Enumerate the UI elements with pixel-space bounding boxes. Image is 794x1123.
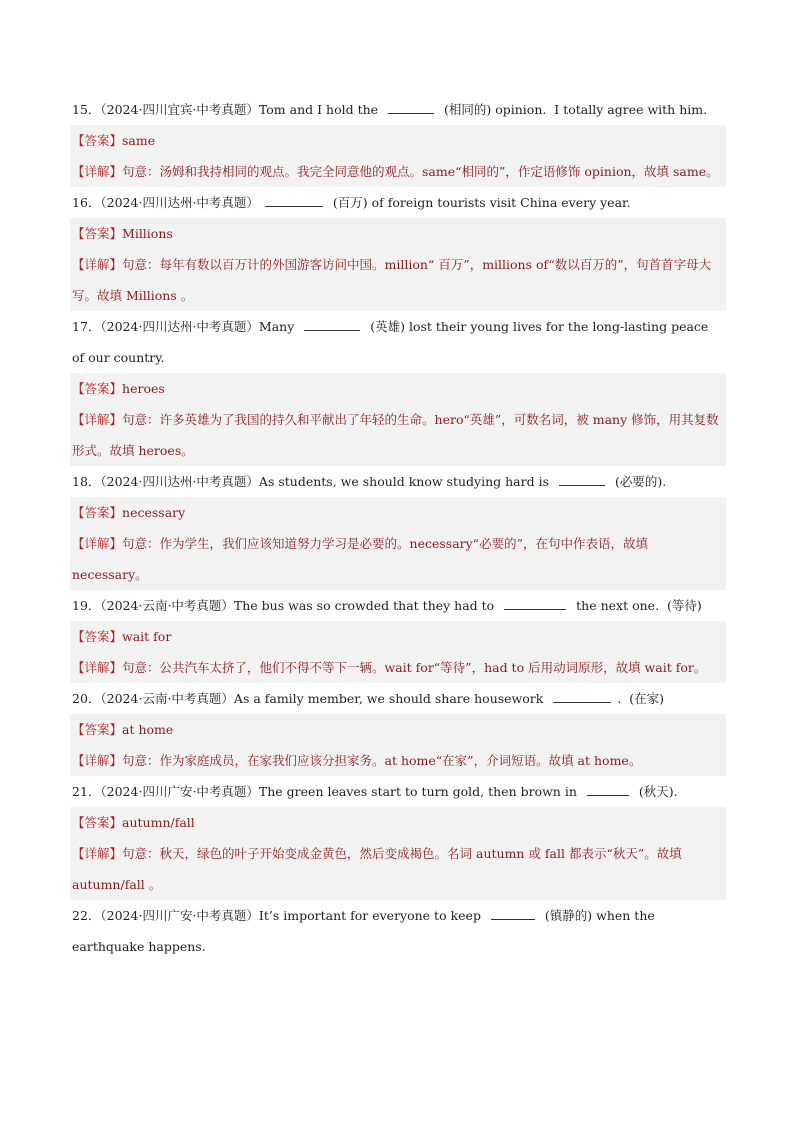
detail-tag: 【详解】 xyxy=(72,660,123,675)
document-page xyxy=(72,94,724,962)
question-18 xyxy=(72,466,724,497)
question-text: (百万) of foreign tourists visit China every year. xyxy=(328,195,631,210)
answer-text: heroes xyxy=(122,381,165,396)
answer-block-19 xyxy=(70,621,726,683)
answer-tag: 【答案】 xyxy=(72,722,123,737)
answer-block-16 xyxy=(70,218,726,311)
answer-tag: 【答案】 xyxy=(72,505,123,520)
answer-blank xyxy=(559,473,605,486)
question-text: 21．（2024·四川广安·中考真题）The green leaves start to turn gold, then brown in xyxy=(72,784,581,799)
detail-tag: 【详解】 xyxy=(72,536,123,551)
question-21 xyxy=(72,776,724,807)
detail-text: 句意：每年有数以百万计的外国游客访问中国。million“ 百万”，millions of“数以百万的”，句首首字母大写。故填 Millions 。 xyxy=(72,257,712,303)
answer-blank xyxy=(587,783,629,796)
question-text: 20．（2024·云南·中考真题）As a family member, we should share housework xyxy=(72,691,548,706)
question-text: the next one. (等待) xyxy=(572,598,702,613)
answer-text: at home xyxy=(122,722,174,737)
answer-block-17 xyxy=(70,373,726,466)
answer-text: Millions xyxy=(122,226,173,241)
detail-text: 句意：汤姆和我持相同的观点。我完全同意他的观点。same“相同的”，作定语修饰 opinion，故填 same。 xyxy=(122,164,719,179)
answer-block-18 xyxy=(70,497,726,590)
answer-blank xyxy=(265,194,323,207)
answer-blank xyxy=(304,318,360,331)
question-text: . (在家) xyxy=(617,691,664,706)
question-20 xyxy=(72,683,724,714)
question-15 xyxy=(72,94,724,125)
answer-block-21 xyxy=(70,807,726,900)
question-text: 19．（2024·云南·中考真题）The bus was so crowded that they had to xyxy=(72,598,499,613)
detail-text: 句意：作为家庭成员，在家我们应该分担家务。at home“在家”，介词短语。故填 at home。 xyxy=(122,753,642,768)
detail-tag: 【详解】 xyxy=(72,412,123,427)
answer-tag: 【答案】 xyxy=(72,226,123,241)
question-text: (镇静的) when the earthquake happens. xyxy=(72,908,659,954)
answer-tag: 【答案】 xyxy=(72,815,123,830)
answer-blank xyxy=(504,597,566,610)
answer-blank xyxy=(491,907,535,920)
detail-text: 句意：许多英雄为了我国的持久和平献出了年轻的生命。hero“英雄”，可数名词，被 many 修饰，用其复数形式。故填 heroes。 xyxy=(72,412,719,458)
detail-text: 句意：作为学生，我们应该知道努力学习是必要的。necessary“必要的”，在句中作表语，故填 necessary。 xyxy=(72,536,648,582)
detail-tag: 【详解】 xyxy=(72,164,123,179)
answer-block-15 xyxy=(70,125,726,187)
question-text: (必要的). xyxy=(610,474,667,489)
answer-tag: 【答案】 xyxy=(72,381,123,396)
question-text: 17．（2024·四川达州·中考真题）Many xyxy=(72,319,299,334)
question-17 xyxy=(72,311,724,373)
detail-text: 句意：秋天，绿色的叶子开始变成金黄色，然后变成褐色。名词 autumn 或 fall 都表示“秋天”。故填 autumn/fall 。 xyxy=(72,846,682,892)
answer-text: wait for xyxy=(122,629,172,644)
answer-tag: 【答案】 xyxy=(72,133,123,148)
answer-text: autumn/fall xyxy=(122,815,195,830)
question-text: (英雄) lost their young lives for the long-lasting peace of our country. xyxy=(72,319,713,365)
question-text: 18．（2024·四川达州·中考真题）As students, we should know studying hard is xyxy=(72,474,553,489)
question-16 xyxy=(72,187,724,218)
answer-blank xyxy=(553,690,611,703)
answer-blank xyxy=(388,101,434,114)
question-text: 22．（2024·四川广安·中考真题）It’s important for everyone to keep xyxy=(72,908,485,923)
detail-text: 句意：公共汽车太挤了，他们不得不等下一辆。wait for“等待”，had to 后用动词原形，故填 wait for。 xyxy=(122,660,707,675)
detail-tag: 【详解】 xyxy=(72,846,123,861)
detail-tag: 【详解】 xyxy=(72,257,123,272)
question-text: (秋天). xyxy=(634,784,678,799)
question-text: 16．（2024·四川达州·中考真题） xyxy=(72,195,259,210)
answer-block-20 xyxy=(70,714,726,776)
detail-tag: 【详解】 xyxy=(72,753,123,768)
question-text: 15．（2024·四川宜宾·中考真题）Tom and I hold the xyxy=(72,102,383,117)
question-text: (相同的) opinion. I totally agree with him. xyxy=(440,102,708,117)
answer-text: same xyxy=(122,133,156,148)
question-19 xyxy=(72,590,724,621)
answer-tag: 【答案】 xyxy=(72,629,123,644)
question-22 xyxy=(72,900,724,962)
answer-text: necessary xyxy=(122,505,186,520)
